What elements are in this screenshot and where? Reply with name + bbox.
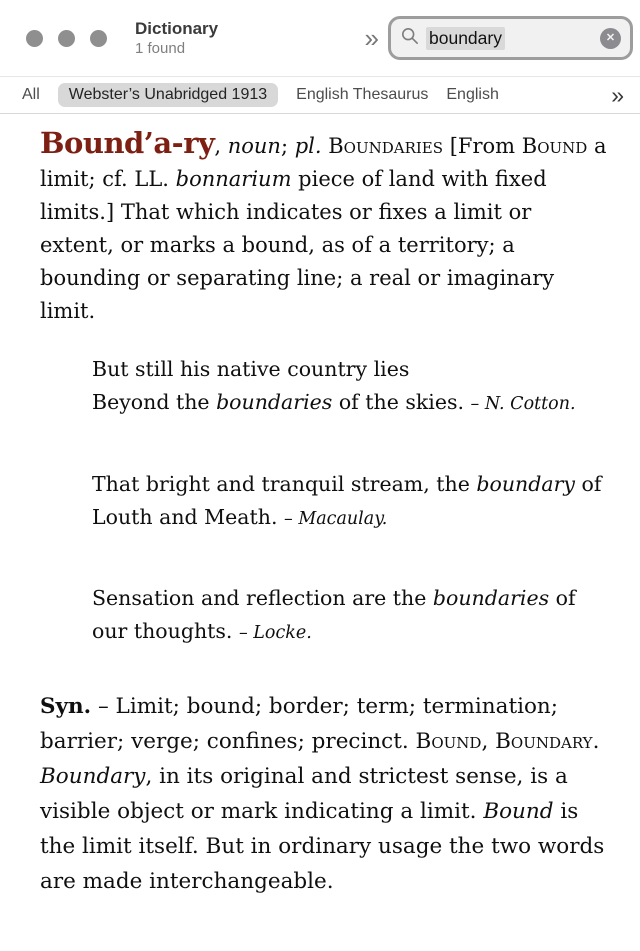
quotation: [92, 468, 608, 536]
tab-english[interactable]: English: [446, 86, 499, 103]
text-segment: , in its original and strictest sense, is a visible object or mark indicating a limit.: [40, 764, 568, 824]
quote-attribution: – Locke.: [238, 623, 312, 643]
text-segment: ;: [280, 134, 295, 158]
quote-attribution: – N. Cotton.: [470, 394, 576, 414]
dictionary-source-tabs: [0, 77, 640, 114]
toolbar-overflow-icon[interactable]: »: [364, 23, 379, 53]
etymology-ref: Bound: [521, 134, 588, 158]
quote-attribution: – Macaulay.: [284, 509, 388, 529]
quote-text: Sensation and reflection are the: [92, 586, 433, 610]
headword: Bound’a-ry: [40, 126, 215, 160]
etymology-latin: bonnarium: [175, 167, 292, 191]
text-segment: a limit; cf. LL.: [40, 134, 607, 191]
quote-text: of our thoughts.: [92, 586, 576, 643]
zoom-window-button[interactable]: [90, 30, 107, 47]
synonyms-paragraph: [40, 689, 608, 899]
minimize-window-button[interactable]: [58, 30, 75, 47]
part-of-speech: noun: [227, 134, 281, 158]
definition-content: [0, 114, 640, 899]
quote-text: of Louth and Meath.: [92, 472, 602, 529]
tab-all[interactable]: All: [22, 86, 40, 103]
close-icon: ✕: [605, 31, 616, 44]
title-block: [135, 19, 218, 58]
synonyms-label: Syn.: [40, 694, 92, 719]
search-value: boundary: [426, 27, 505, 50]
text-segment: – Limit; bound; border; term; termination; barrier; verge; confines; precinct.: [40, 694, 558, 754]
text-segment: ,: [481, 729, 496, 754]
result-count: 1 found: [135, 40, 186, 58]
window-controls: [26, 30, 107, 47]
plural-form: Boundaries: [328, 134, 444, 158]
cross-reference: Boundary: [495, 729, 593, 754]
quote-text: That bright and tranquil stream, the: [92, 472, 477, 496]
toolbar: [0, 0, 640, 77]
definition-text: piece of land with fixed limits.] That which indicates or fixes a limit or extent, or marks a bound, as of a territory; a bounding or separating line; a real or imaginary limit.: [40, 167, 555, 323]
close-window-button[interactable]: [26, 30, 43, 47]
tab-websters-unabridged-1913[interactable]: Webster’s Unabridged 1913: [58, 83, 278, 107]
search-input[interactable]: [388, 16, 633, 60]
text-segment: ,: [214, 134, 228, 158]
quotation: [92, 353, 608, 421]
text-segment: [From: [443, 134, 522, 158]
quote-keyword: boundaries: [432, 586, 550, 610]
quote-text: But still his native country lies: [92, 357, 410, 381]
tabs-overflow-icon[interactable]: »: [611, 81, 624, 108]
quote-keyword: boundary: [476, 472, 575, 496]
quotation: [92, 582, 608, 650]
usage-keyword: Boundary: [40, 764, 146, 789]
text-segment: .: [592, 729, 600, 754]
clear-search-button[interactable]: [600, 28, 621, 49]
cross-reference: Bound: [415, 729, 482, 754]
usage-keyword: Bound: [483, 799, 554, 824]
plural-label: pl.: [294, 134, 322, 158]
window-title: Dictionary: [135, 18, 219, 38]
definition-paragraph: [40, 127, 608, 328]
search-icon: [401, 27, 419, 50]
quote-text: of the skies.: [332, 390, 471, 414]
quote-text: Beyond the: [92, 390, 217, 414]
tab-english-thesaurus[interactable]: English Thesaurus: [296, 86, 429, 103]
quote-keyword: boundaries: [216, 390, 333, 414]
text-segment: is the limit itself. But in ordinary usage the two words are made interchangeable.: [40, 799, 605, 894]
